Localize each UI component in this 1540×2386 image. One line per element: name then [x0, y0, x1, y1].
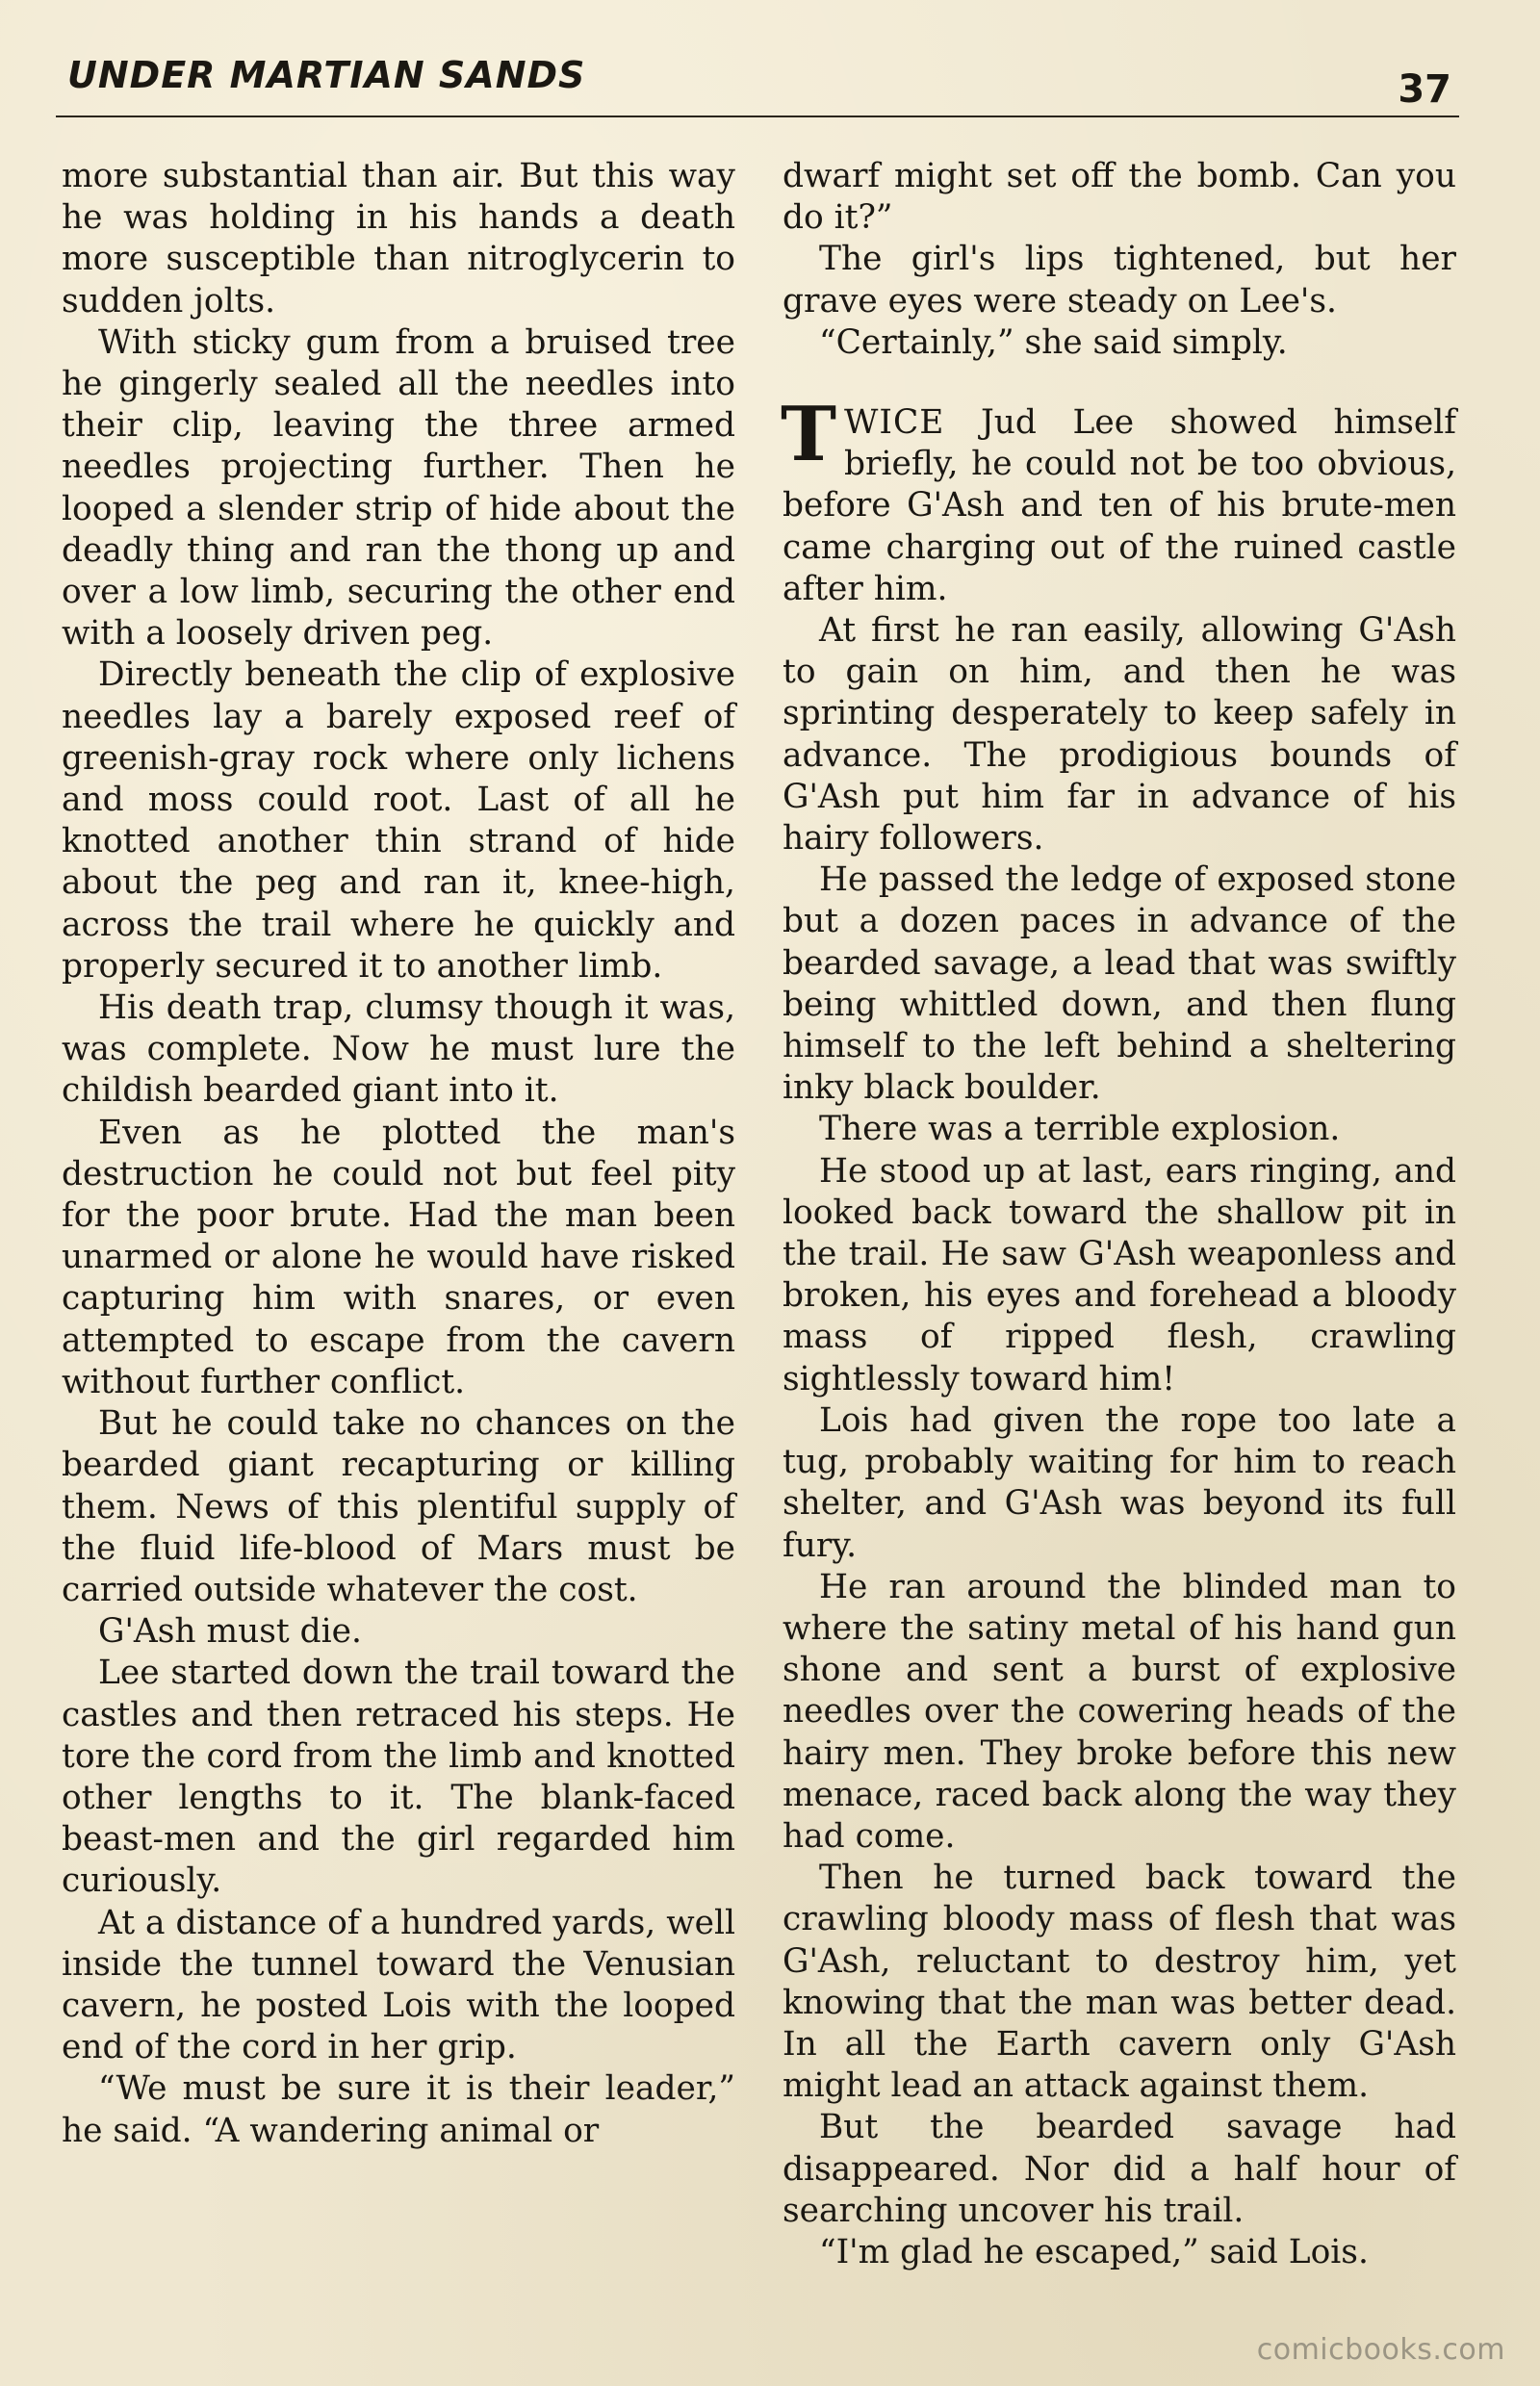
paragraph: With sticky gum from a bruised tree he gingerly sealed all the needles into their clip, leaving the three armed needles projecting further. Then he looped a slender strip of hide about the deadly thing and ran the thong up and over a low limb, securing the other end with a loosely driven peg. [62, 322, 735, 654]
paragraph: He stood up at last, ears ringing, and looked back toward the shallow pit in the trail. He saw G'Ash weaponless and broken, his eyes and forehead a bloody mass of ripped flesh, crawling sightlessly toward him! [783, 1151, 1456, 1398]
section-paragraph-text: Jud Lee showed himself briefly, he could not be too obvious, before G'Ash and ten of his brute-men came charging out of the ruined castle after him. [783, 403, 1456, 608]
paragraph: At first he ran easily, allowing G'Ash to gain on him, and then he was sprinting desperately to keep safely in advance. The prodigious bounds of G'Ash put him far in advance of his hairy followers. [783, 611, 1456, 859]
paragraph: Then he turned back toward the crawling bloody mass of flesh that was G'Ash, reluctant to destroy him, yet knowing that the man was better dead. In all the Earth cavern only G'Ash might lead an attack against them. [783, 1859, 1456, 2106]
running-title: UNDER MARTIAN SANDS [67, 54, 586, 96]
paragraph: But he could take no chances on the bearded giant recapturing or killing them. News of this plentiful supply of the fluid life-blood of Mars must be carried outside whatever the cost. [62, 1404, 735, 1609]
left-text-column [62, 156, 735, 2152]
paragraph: more substantial than air. But this way he was holding in his hands a death more susceptible than nitroglycerin to sudden jolts. [62, 157, 735, 321]
paragraph: G'Ash must die. [98, 1612, 362, 1652]
drop-cap: T [781, 391, 837, 479]
paragraph: But the bearded savage had disappeared. Nor did a half hour of searching uncover his trail. [783, 2108, 1456, 2230]
watermark: comicbooks.com [1256, 2333, 1505, 2367]
paragraph: “I'm glad he escaped,” said Lois. [819, 2232, 1369, 2271]
paragraph: He passed the ledge of exposed stone but a dozen paces in advance of the bearded savage, a lead that was swiftly being whittled down, and then flung himself to the left behind a sheltering inky black boulder. [783, 860, 1456, 1108]
paragraph: There was a terrible explosion. [819, 1110, 1341, 1149]
paragraph: Lee started down the trail toward the castles and then retraced his steps. He tore the cord from the limb and knotted other lengths to it. The blank-faced beast-men and the girl regarded him curiously. [62, 1654, 735, 1901]
paragraph: Directly beneath the clip of explosive needles lay a barely exposed reef of greenish-gray rock where only lichens and moss could root. Last of all he knotted another thin strand of hide about the peg and ran it, knee-high, across the trail where he quickly and properly secured it to another limb. [62, 655, 735, 986]
paragraph: dwarf might set off the bomb. Can you do it?” [783, 157, 1456, 238]
paragraph: His death trap, clumsy though it was, was complete. Now he must lure the childish bearded giant into it. [62, 988, 735, 1111]
paragraph: “Certainly,” she said simply. [819, 322, 1288, 362]
paragraph: Lois had given the rope too late a tug, probably waiting for him to reach shelter, and G'Ash was beyond its full fury. [783, 1400, 1456, 1565]
paragraph: Even as he plotted the man's destruction he could not but feel pity for the poor brute. Had the man been unarmed or alone he would have risked capturing him with snares, or even attempted to escape from the cavern without further conflict. [62, 1113, 735, 1401]
section-lead-word: WICE [844, 403, 945, 443]
paragraph: He ran around the blinded man to where the satiny metal of his hand gun shone and sent a burst of explosive needles over the cowering heads of the hairy men. They broke before this new menace, raced back along the way they had come. [783, 1567, 1456, 1856]
section-opening-paragraph [781, 391, 1456, 610]
page-number: 37 [1398, 67, 1451, 112]
header-rule [56, 115, 1459, 117]
right-text-column [783, 156, 1456, 2273]
paragraph: The girl's lips tightened, but her grave eyes were steady on Lee's. [783, 240, 1456, 321]
paragraph: “We must be sure it is their leader,” he said. “A wandering animal or [62, 2069, 735, 2150]
paragraph: At a distance of a hundred yards, well inside the tunnel toward the Venusian cavern, he posted Lois with the looped end of the cord in her grip. [62, 1903, 735, 2067]
